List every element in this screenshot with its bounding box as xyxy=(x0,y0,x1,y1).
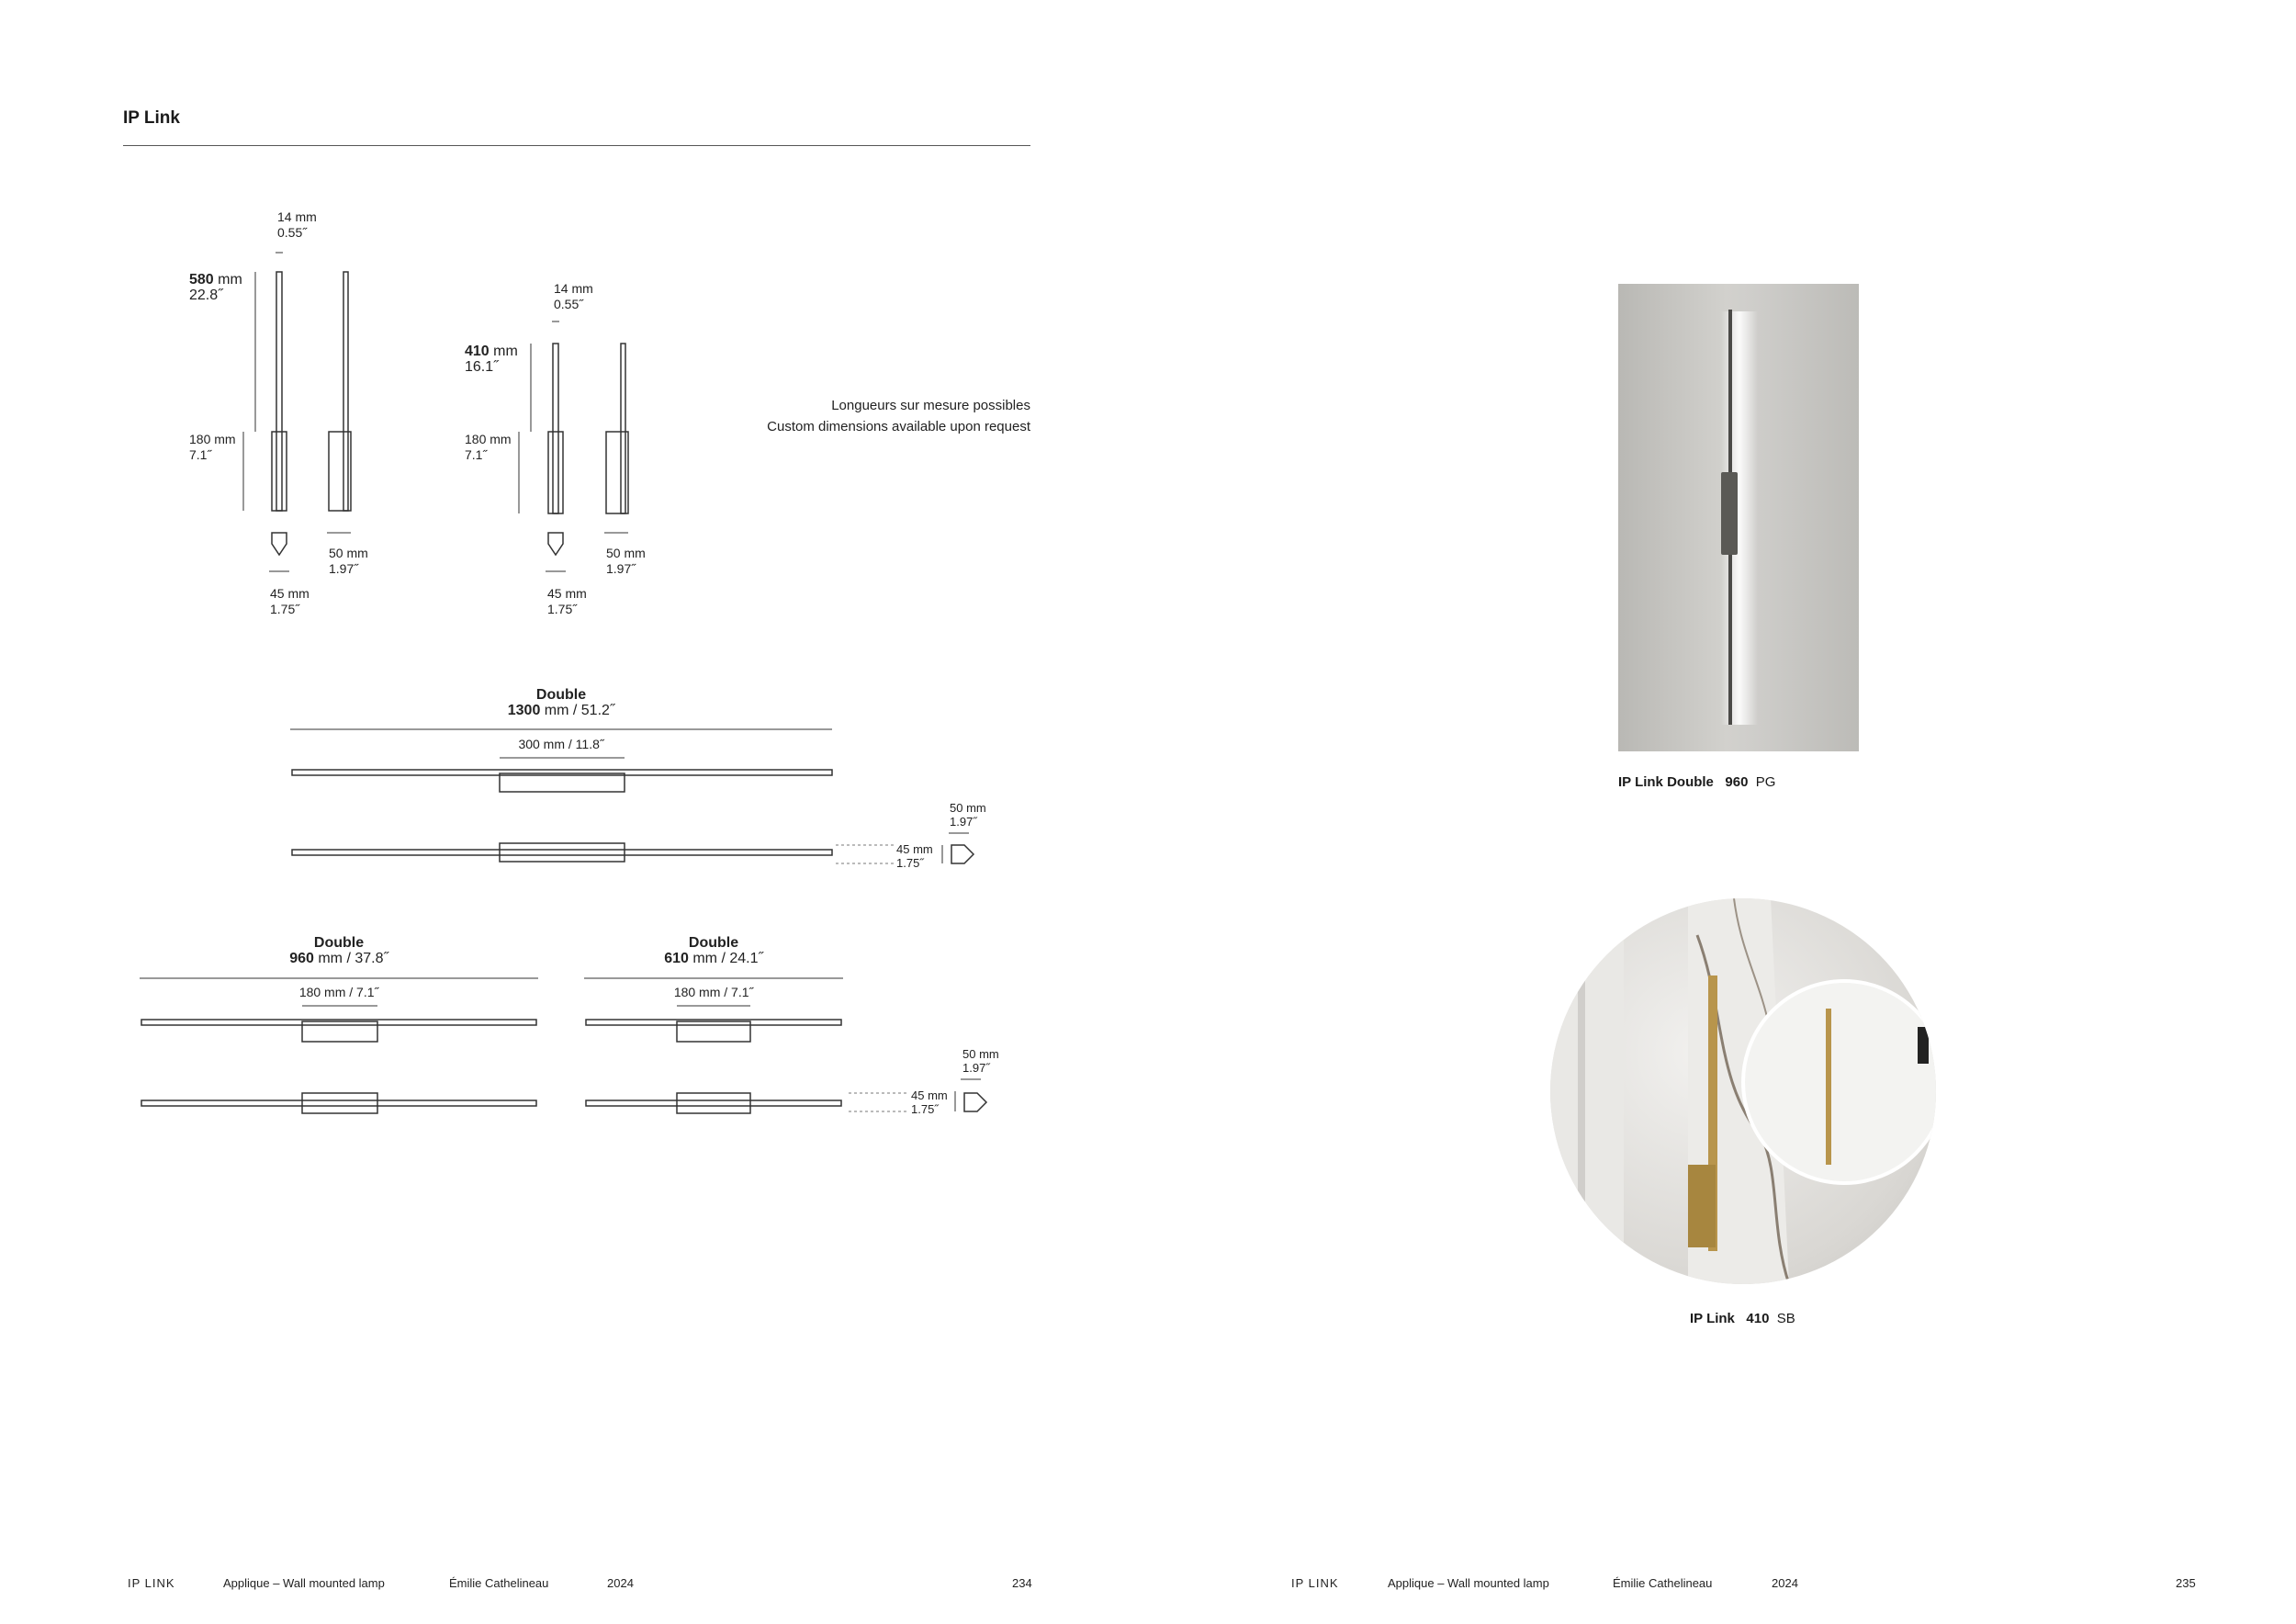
product-photo-double-960 xyxy=(1618,284,1859,751)
double-960-side-base xyxy=(302,1093,377,1113)
page-title: IP Link xyxy=(123,108,180,128)
double-610-plate-icon xyxy=(964,1093,986,1111)
double-960-title: Double 960 mm / 37.8˝ xyxy=(289,935,388,966)
footer-left-product: IP LINK xyxy=(128,1576,175,1590)
caption-double-960: IP Link Double 960 PG xyxy=(1618,774,1776,790)
double-1300-center: 300 mm / 11.8˝ xyxy=(518,737,604,751)
double-960-top-bar xyxy=(141,1020,536,1025)
footer-right-type: Applique – Wall mounted lamp xyxy=(1388,1576,1549,1590)
double-960-side-bar xyxy=(141,1100,536,1106)
dim-410-depth: 50 mm 1.97˝ xyxy=(606,546,646,576)
product-photo-410 xyxy=(1550,898,1936,1284)
dim-410-width: 14 mm 0.55˝ xyxy=(554,281,593,311)
double-610-depth: 50 mm 1.97˝ xyxy=(962,1047,999,1075)
footer-right-year: 2024 xyxy=(1772,1576,1798,1590)
double-960-center: 180 mm / 7.1˝ xyxy=(298,985,379,999)
lamp-410-front-base xyxy=(548,432,563,513)
double-1300-top-bar xyxy=(292,770,832,775)
footer-left-type: Applique – Wall mounted lamp xyxy=(223,1576,385,1590)
footer-left-designer: Émilie Cathelineau xyxy=(449,1576,549,1590)
double-610-top-bar xyxy=(586,1020,841,1025)
footer-right-product: IP LINK xyxy=(1291,1576,1339,1590)
footer-left-year: 2024 xyxy=(607,1576,634,1590)
double-1300-plate-icon xyxy=(951,845,974,863)
double-1300-title: Double 1300 mm / 51.2˝ xyxy=(507,687,615,718)
lamp-photo-illustration xyxy=(1618,284,1859,751)
dim-580-height: 580 mm 22.8˝ xyxy=(189,272,242,303)
footer-left-page-number: 234 xyxy=(1012,1576,1032,1590)
custom-dimensions-note: Longueurs sur mesure possibles Custom dimensions available upon request xyxy=(767,398,1030,434)
double-610-title: Double 610 mm / 24.1˝ xyxy=(664,935,763,966)
lamp-410-front-bar xyxy=(553,344,558,513)
lamp-410-plate-icon xyxy=(548,533,563,555)
dim-580-plate: 45 mm 1.75˝ xyxy=(270,586,310,616)
double-1300-plate: 45 mm 1.75˝ xyxy=(896,842,933,870)
dim-410-plate: 45 mm 1.75˝ xyxy=(547,586,587,616)
double-610-center: 180 mm / 7.1˝ xyxy=(673,985,754,999)
lamp-410-side-bar xyxy=(621,344,625,513)
double-1300-depth: 50 mm 1.97˝ xyxy=(950,801,986,829)
double-610-plate: 45 mm 1.75˝ xyxy=(911,1088,948,1116)
caption-410: IP Link 410 SB xyxy=(1690,1311,1795,1326)
lamp-580-side-bar xyxy=(343,272,348,511)
double-610-side-base xyxy=(677,1093,750,1113)
double-1300-side-base xyxy=(500,843,625,862)
double-610-side-bar xyxy=(586,1100,841,1106)
lamp-580-front-base xyxy=(272,432,287,511)
lamp-580-front-bar xyxy=(276,272,282,511)
interior-photo-illustration xyxy=(1550,898,1936,1284)
double-1300-side-bar xyxy=(292,850,832,855)
footer-right-designer: Émilie Cathelineau xyxy=(1613,1576,1713,1590)
footer-right-page-number: 235 xyxy=(2176,1576,2196,1590)
dim-580-depth: 50 mm 1.97˝ xyxy=(329,546,368,576)
dim-580-base: 180 mm 7.1˝ xyxy=(189,432,236,462)
lamp-580-plate-icon xyxy=(272,533,287,555)
double-1300-top-base xyxy=(500,773,625,792)
dim-580-width: 14 mm 0.55˝ xyxy=(277,209,317,240)
dim-410-height: 410 mm 16.1˝ xyxy=(465,344,518,375)
dim-410-base: 180 mm 7.1˝ xyxy=(465,432,512,462)
